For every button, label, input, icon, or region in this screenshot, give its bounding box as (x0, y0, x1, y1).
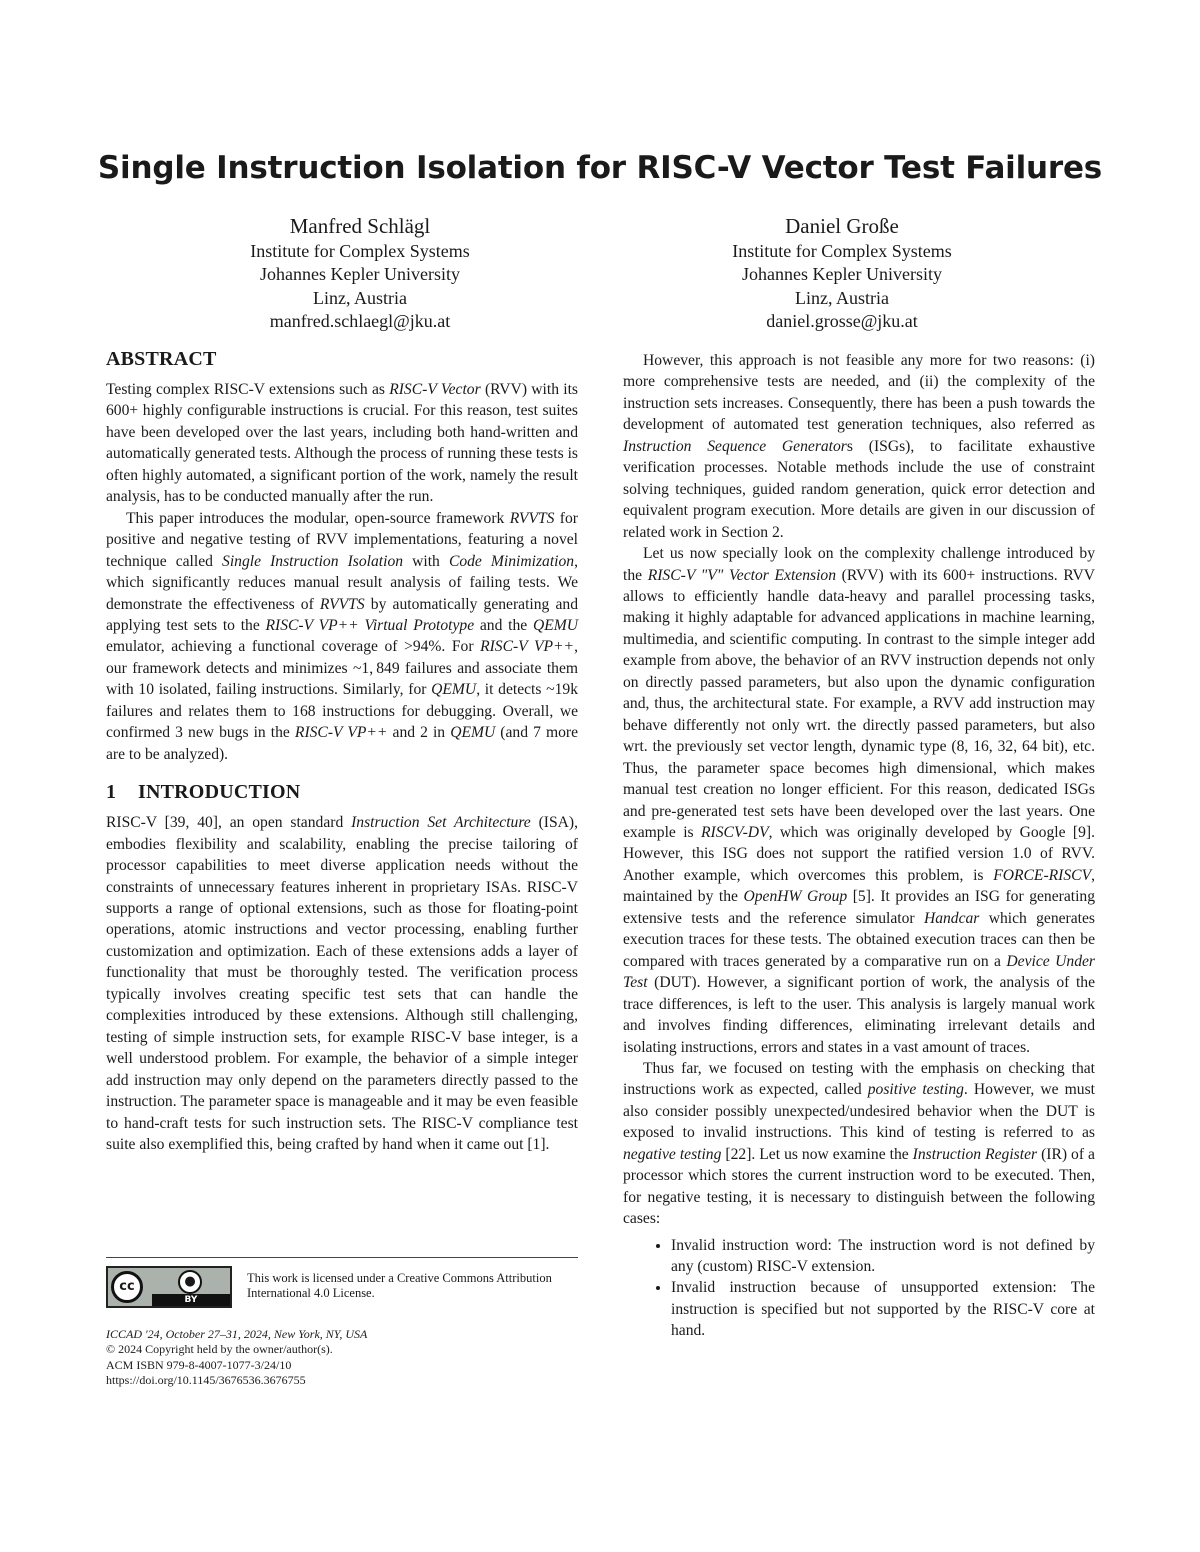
section-number: 1 (106, 781, 117, 804)
author-block-1 (150, 212, 570, 334)
author-location: Linz, Austria (313, 287, 407, 308)
case-list (623, 1235, 1095, 1342)
author-name: Daniel Große (785, 214, 899, 238)
abstract-paragraph: This paper introduces the modular, open-source framework RVVTS for positive and negative testing of RVV implementations, featuring a novel technique called Single Instruction Isolation with Code Minimization, which significantly reduces manual result analysis of failing tests. We demonstrate the effectiveness of RVVTS by automatically generating and applying test sets to the RISC-V VP++ Virtual Prototype and the QEMU emulator, achieving a functional coverage of >94%. For RISC-V VP++, our framework detects and minimizes ~1, 849 failures and associate them with 10 isolated, failing instructions. Similarly, for QEMU, it detects ~19k failures and relates them to 168 instructions for debugging. Overall, we confirmed 3 new bugs in the RISC-V VP++ and 2 in QEMU (and 7 more are to be analyzed). (106, 509, 579, 763)
author-name: Manfred Schlägl (289, 214, 431, 238)
list-item: • Invalid instruction because of unsupported extension: The instruction is specified but not supported by the RISC-V core at hand. (671, 1277, 1095, 1341)
cc-icon: cc (111, 1271, 143, 1303)
author-affiliation: Institute for Complex Systems (732, 241, 952, 261)
imprint (106, 1327, 578, 1389)
section-title: INTRODUCTION (138, 781, 301, 804)
author-affiliation: Institute for Complex Systems (250, 241, 470, 261)
paper-title: Single Instruction Isolation for RISC-V Vector Test Failures (97, 150, 1103, 186)
body-paragraph: Let us now specially look on the complexity challenge introduced by the RISC-V "V" Vector Extension (RVV) with its 600+ instructions. RVV allows to efficiently handle data-heavy and parallel processing tasks, making it highly adaptable for advanced applications in machine learning, multimedia, and scientific computing. In contrast to the simple integer add example from above, the behavior of an RVV instruction depends not only on directly passed parameters, but also upon the dynamic configuration and, thus, the architectural state. For example, a RVV add instruction may behave differently not only wrt. the directly passed parameters, but also wrt. the previously set vector length, dynamic type (8, 16, 32, 64 bit), etc. Thus, the parameter space becomes high dimensional, which makes manual test creation no longer efficient. For this reason, dedicated ISGs and pre-generated test sets have been developed over the last years. One example is RISCV-DV, which was originally developed by Google [9]. However, this ISG does not support the ratified version 1.0 of RVV. Another example, which overcomes this problem, is FORCE-RISCV, maintained by the OpenHW Group [5]. It provides an ISG for generating extensive tests and the reference simulator Handcar which generates execution traces for these tests. The obtained execution traces can then be compared with traces generated by a comparative run on a Device Under Test (DUT). However, a significant portion of work, the analysis of the trace differences, is left to the user. This analysis is largely manual work and involves finding differences, eliminating irrelevant details and isolating instructions, errors and states in a vast amount of traces. (623, 545, 1096, 1056)
isbn-line: ACM ISBN 979-8-4007-1077-3/24/10 (106, 1357, 292, 1372)
author-email: manfred.schlaegl@jku.at (269, 311, 451, 332)
abstract-paragraph: Testing complex RISC-V extensions such as RISC-V Vector (RVV) with its 600+ highly configurable instructions is crucial. For this reason, test suites have been developed over the last years, including both hand-written and automatically generated tests. Although the process of running these tests is often highly automated, a significant portion of the work, namely the result analysis, has to be conducted manually after the run. (106, 381, 579, 506)
author-university: Johannes Kepler University (742, 264, 942, 285)
introduction-heading (106, 779, 578, 805)
body-paragraph: However, this approach is not feasible any more for two reasons: (i) more comprehensive tests are needed, and (ii) the complexity of the instruction sets increases. Consequently, there has been a push towards the development of automated test generation techniques, also referred as Instruction Sequence Generators (ISGs), to facilitate exhaustive verification processes. Notable methods include the use of constraint solving techniques, guided random generation, quick error detection and equivalent program execution. More details are given in our discussion of related work in Section 2. (623, 352, 1096, 541)
license-text: This work is licensed under a Creative Commons Attribution International 4.0 License. (247, 1271, 552, 1300)
copyright-line: © 2024 Copyright held by the owner/author(s). (106, 1342, 333, 1357)
by-label: BY (152, 1294, 230, 1306)
doi-link[interactable]: https://doi.org/10.1145/3676536.3676755 (106, 1373, 306, 1388)
right-column (623, 350, 1095, 1342)
list-item: • Invalid instruction word: The instruction word is not defined by any (custom) RISC-V extension. (671, 1235, 1095, 1278)
body-paragraph: Thus far, we focused on testing with the emphasis on checking that instructions work as expected, called positive testing. However, we must also consider possibly unexpected/undesired behavior when the DUT is exposed to invalid instructions. This kind of testing is referred to as negative testing [22]. Let us now examine the Instruction Register (IR) of a processor which stores the current instruction word to be executed. Then, for negative testing, it is necessary to distinguish between the following cases: (623, 1059, 1095, 1228)
author-university: Johannes Kepler University (260, 264, 460, 285)
author-location: Linz, Austria (795, 287, 889, 308)
abstract-heading: ABSTRACT (106, 348, 217, 370)
body-paragraph: RISC-V [39, 40], an open standard Instruction Set Architecture (ISA), embodies flexibility and scalability, enabling the precise tailoring of processor capabilities to meet diverse application needs without the constraints of unnecessary features inherent in proprietary ISAs. RISC-V supports a range of optional extensions, such as those for floating-point operations, atomic instructions and vector processing, enabling further customization and optimization. Each of these extensions adds a layer of functionality that must be thoroughly tested. The verification process typically involves creating specific test sets that can handle the complexities introduced by these extensions. Although still challenging, testing of simple instruction sets, for example RISC-V base integer, is a well understood problem. For example, the behavior of a simple integer add instruction may only depend on the parameters directly passed to the instruction. The parameter space is manageable and it may be even feasible to hand-craft tests for such instruction sets. The RISC-V compliance test suite also exemplified this, being crafted by hand when it came out [1]. (106, 814, 578, 1153)
author-email: daniel.grosse@jku.at (766, 311, 918, 332)
person-icon: ● (178, 1270, 202, 1294)
author-block-2 (632, 212, 1052, 334)
license-block (106, 1257, 578, 1305)
cc-by-badge-icon[interactable] (106, 1266, 232, 1308)
left-column (106, 346, 578, 1155)
conference-line: ICCAD '24, October 27–31, 2024, New York, NY, USA (106, 1327, 368, 1341)
